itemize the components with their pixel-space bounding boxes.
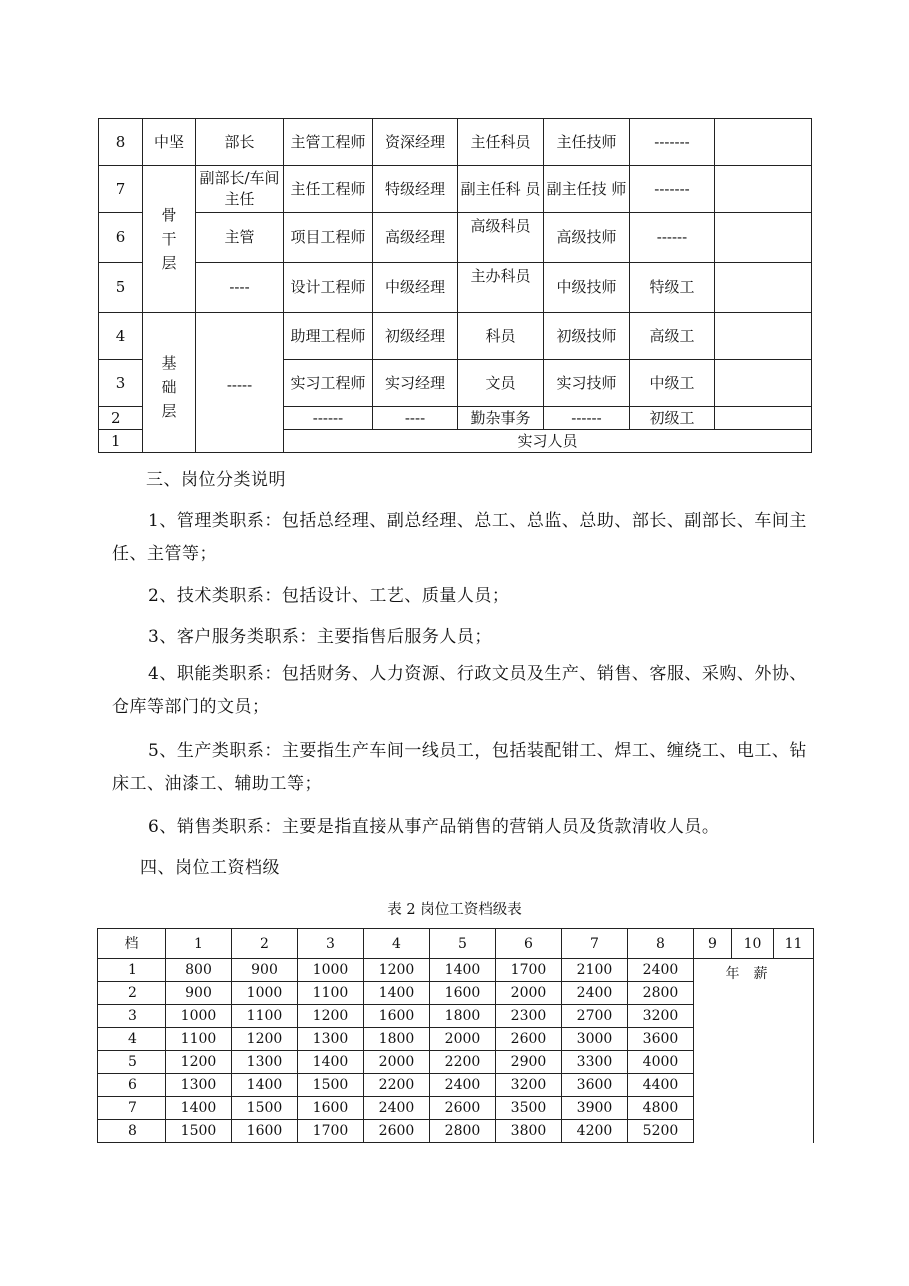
wage-cell: 900: [166, 982, 232, 1005]
wage-cell: 2400: [628, 959, 694, 982]
grade-cell: 4: [98, 1028, 166, 1051]
wage-cell: 1100: [298, 982, 364, 1005]
prod-cell: 高级工: [630, 313, 715, 360]
tech-cell: 项目工程师: [284, 213, 373, 263]
column-header: 6: [496, 929, 562, 959]
wage-cell: 1400: [430, 959, 496, 982]
prod-cell: ------: [630, 213, 715, 263]
table-row: [99, 313, 812, 360]
skill-cell: 实习技师: [544, 360, 630, 407]
tech-cell: 实习工程师: [284, 360, 373, 407]
table-row: [99, 119, 812, 166]
table-row: [99, 263, 812, 313]
column-header: 2: [232, 929, 298, 959]
column-header: 1: [166, 929, 232, 959]
column-header: 10: [732, 929, 774, 959]
func-cell: 副主任科 员: [458, 166, 544, 213]
level-cell: 7: [99, 166, 143, 213]
wage-cell: 1200: [364, 959, 430, 982]
wage-cell: 1700: [496, 959, 562, 982]
wage-cell: 1400: [298, 1051, 364, 1074]
wage-cell: 800: [166, 959, 232, 982]
wage-cell: 1600: [364, 1005, 430, 1028]
tech-cell: 主任工程师: [284, 166, 373, 213]
wage-cell: 2800: [430, 1120, 496, 1143]
base-mgmt-cell: [196, 313, 284, 453]
mgmt-cell: 部长: [196, 119, 284, 166]
tier-backbone-label: 骨 干 层: [161, 206, 177, 272]
grade-cell: 7: [98, 1097, 166, 1120]
section3-item-5: 5、生产类职系：主要指生产车间一线员工，包括装配钳工、焊工、缠绕工、电工、钻床工、油漆工、辅助工等；: [112, 741, 807, 794]
service-cell: 特级经理: [373, 166, 458, 213]
prod-cell: 特级工: [630, 263, 715, 313]
service-cell: 中级经理: [373, 263, 458, 313]
func-cell: 主任科员: [458, 119, 544, 166]
wage-cell: 1100: [232, 1005, 298, 1028]
wage-cell: 1400: [364, 982, 430, 1005]
wage-cell: 2200: [364, 1074, 430, 1097]
level-cell: 3: [99, 360, 143, 407]
func-cell: 高级科员: [458, 213, 544, 263]
wage-cell: 3200: [628, 1005, 694, 1028]
mgmt-cell: 副部长/车间主任: [196, 166, 284, 213]
wage-cell: 1600: [232, 1120, 298, 1143]
wage-cell: 1200: [166, 1051, 232, 1074]
position-grade-table: [98, 118, 812, 453]
wage-cell: 3600: [562, 1074, 628, 1097]
base-mgmt-label: -----: [226, 376, 253, 394]
section3-item-4: 4、职能类职系：包括财务、人力资源、行政文员及生产、销售、客服、采购、外协、仓库等部门的文员；: [112, 664, 807, 717]
table-row: [99, 213, 812, 263]
wage-cell: 1000: [232, 982, 298, 1005]
wage-cell: 3300: [562, 1051, 628, 1074]
wage-cell: 2000: [430, 1028, 496, 1051]
extra-cell: [715, 407, 812, 430]
func-cell: 文员: [458, 360, 544, 407]
service-cell: 实习经理: [373, 360, 458, 407]
wage-cell: 1300: [232, 1051, 298, 1074]
wage-cell: 2000: [364, 1051, 430, 1074]
tier-base-label: 基 础 层: [161, 354, 177, 420]
wage-cell: 2400: [364, 1097, 430, 1120]
skill-cell: 副主任技 师: [544, 166, 630, 213]
wage-cell: 1500: [298, 1074, 364, 1097]
wage-cell: 1700: [298, 1120, 364, 1143]
table2-caption: 表 2 岗位工资档级表: [387, 902, 522, 918]
wage-grade-body: [98, 959, 814, 1143]
grade-cell: 5: [98, 1051, 166, 1074]
level-cell: 5: [99, 263, 143, 313]
wage-cell: 1200: [232, 1028, 298, 1051]
wage-cell: 1400: [166, 1097, 232, 1120]
wage-cell: 2900: [496, 1051, 562, 1074]
wage-cell: 2100: [562, 959, 628, 982]
section3-heading: 三、岗位分类说明: [146, 470, 286, 490]
wage-cell: 3500: [496, 1097, 562, 1120]
extra-cell: [715, 119, 812, 166]
skill-cell: 主任技师: [544, 119, 630, 166]
wage-cell: 4400: [628, 1074, 694, 1097]
corner-header: 档: [98, 929, 166, 959]
level-cell: 4: [99, 313, 143, 360]
wage-cell: 2600: [496, 1028, 562, 1051]
skill-cell: 初级技师: [544, 313, 630, 360]
skill-cell: 高级技师: [544, 213, 630, 263]
grade-cell: 2: [98, 982, 166, 1005]
tier-base-cell: [143, 313, 196, 453]
wage-cell: 3000: [562, 1028, 628, 1051]
tech-cell: 设计工程师: [284, 263, 373, 313]
prod-cell: 初级工: [630, 407, 715, 430]
wage-cell: 4200: [562, 1120, 628, 1143]
tech-cell: 主管工程师: [284, 119, 373, 166]
wage-cell: 3200: [496, 1074, 562, 1097]
extra-cell: [715, 166, 812, 213]
column-header: 9: [694, 929, 732, 959]
grade-cell: 6: [98, 1074, 166, 1097]
wage-cell: 1300: [298, 1028, 364, 1051]
column-header: 4: [364, 929, 430, 959]
wage-cell: 1600: [430, 982, 496, 1005]
level-cell: 1: [99, 430, 143, 453]
wage-cell: 900: [232, 959, 298, 982]
tech-cell: ------: [284, 407, 373, 430]
wage-cell: 1000: [166, 1005, 232, 1028]
wage-cell: 1600: [298, 1097, 364, 1120]
extra-cell: [715, 360, 812, 407]
wage-cell: 1800: [430, 1005, 496, 1028]
prod-cell: -------: [630, 166, 715, 213]
wage-cell: 2300: [496, 1005, 562, 1028]
wage-cell: 1000: [298, 959, 364, 982]
mgmt-cell: ----: [196, 263, 284, 313]
annual-salary-cell: 年薪: [694, 959, 814, 1143]
wage-cell: 5200: [628, 1120, 694, 1143]
section3-item-2: 2、技术类职系：包括设计、工艺、质量人员；: [148, 586, 510, 606]
wage-cell: 2000: [496, 982, 562, 1005]
section3-item-3: 3、客户服务类职系：主要指售后服务人员；: [148, 627, 492, 647]
wage-cell: 3600: [628, 1028, 694, 1051]
wage-cell: 1500: [232, 1097, 298, 1120]
extra-cell: [715, 213, 812, 263]
wage-cell: 2200: [430, 1051, 496, 1074]
column-header: 3: [298, 929, 364, 959]
column-header: 7: [562, 929, 628, 959]
tech-cell: 助理工程师: [284, 313, 373, 360]
wage-cell: 2800: [628, 982, 694, 1005]
section3-item-1: 1、管理类职系：包括总经理、副总经理、总工、总监、总助、部长、副部长、车间主任、主管等；: [112, 511, 807, 564]
column-header: 11: [774, 929, 814, 959]
wage-cell: 1500: [166, 1120, 232, 1143]
table-row: [99, 166, 812, 213]
wage-cell: 1300: [166, 1074, 232, 1097]
wage-cell: 2400: [562, 982, 628, 1005]
wage-cell: 1200: [298, 1005, 364, 1028]
mgmt-cell: 主管: [196, 213, 284, 263]
service-cell: 高级经理: [373, 213, 458, 263]
service-cell: ----: [373, 407, 458, 430]
grade-cell: 3: [98, 1005, 166, 1028]
level-cell: 2: [99, 407, 143, 430]
column-header: 8: [628, 929, 694, 959]
prod-cell: 中级工: [630, 360, 715, 407]
func-cell: 主办科员: [458, 263, 544, 313]
wage-cell: 1100: [166, 1028, 232, 1051]
grade-cell: 1: [98, 959, 166, 982]
grade-cell: 8: [98, 1120, 166, 1143]
wage-cell: 1800: [364, 1028, 430, 1051]
wage-cell: 2400: [430, 1074, 496, 1097]
wage-cell: 2600: [430, 1097, 496, 1120]
table-row: [98, 959, 814, 982]
wage-cell: 1400: [232, 1074, 298, 1097]
column-header: 5: [430, 929, 496, 959]
extra-cell: [715, 313, 812, 360]
wage-grade-table: [97, 928, 814, 1143]
wage-cell: 4000: [628, 1051, 694, 1074]
func-cell: 科员: [458, 313, 544, 360]
intern-merged-cell: 实习人员: [284, 430, 812, 453]
skill-cell: ------: [544, 407, 630, 430]
section4-heading: 四、岗位工资档级: [140, 858, 280, 878]
section3-item-6: 6、销售类职系：主要是指直接从事产品销售的营销人员及货款清收人员。: [148, 817, 720, 837]
wage-cell: 4800: [628, 1097, 694, 1120]
service-cell: 初级经理: [373, 313, 458, 360]
tier-backbone-cell: [143, 166, 196, 313]
tier-cell: 中坚: [143, 119, 196, 166]
wage-cell: 3900: [562, 1097, 628, 1120]
level-cell: 8: [99, 119, 143, 166]
skill-cell: 中级技师: [544, 263, 630, 313]
wage-cell: 2700: [562, 1005, 628, 1028]
func-cell: 勤杂事务: [458, 407, 544, 430]
prod-cell: -------: [630, 119, 715, 166]
level-cell: 6: [99, 213, 143, 263]
extra-cell: [715, 263, 812, 313]
service-cell: 资深经理: [373, 119, 458, 166]
wage-cell: 3800: [496, 1120, 562, 1143]
wage-cell: 2600: [364, 1120, 430, 1143]
table-header-row: [98, 929, 814, 959]
